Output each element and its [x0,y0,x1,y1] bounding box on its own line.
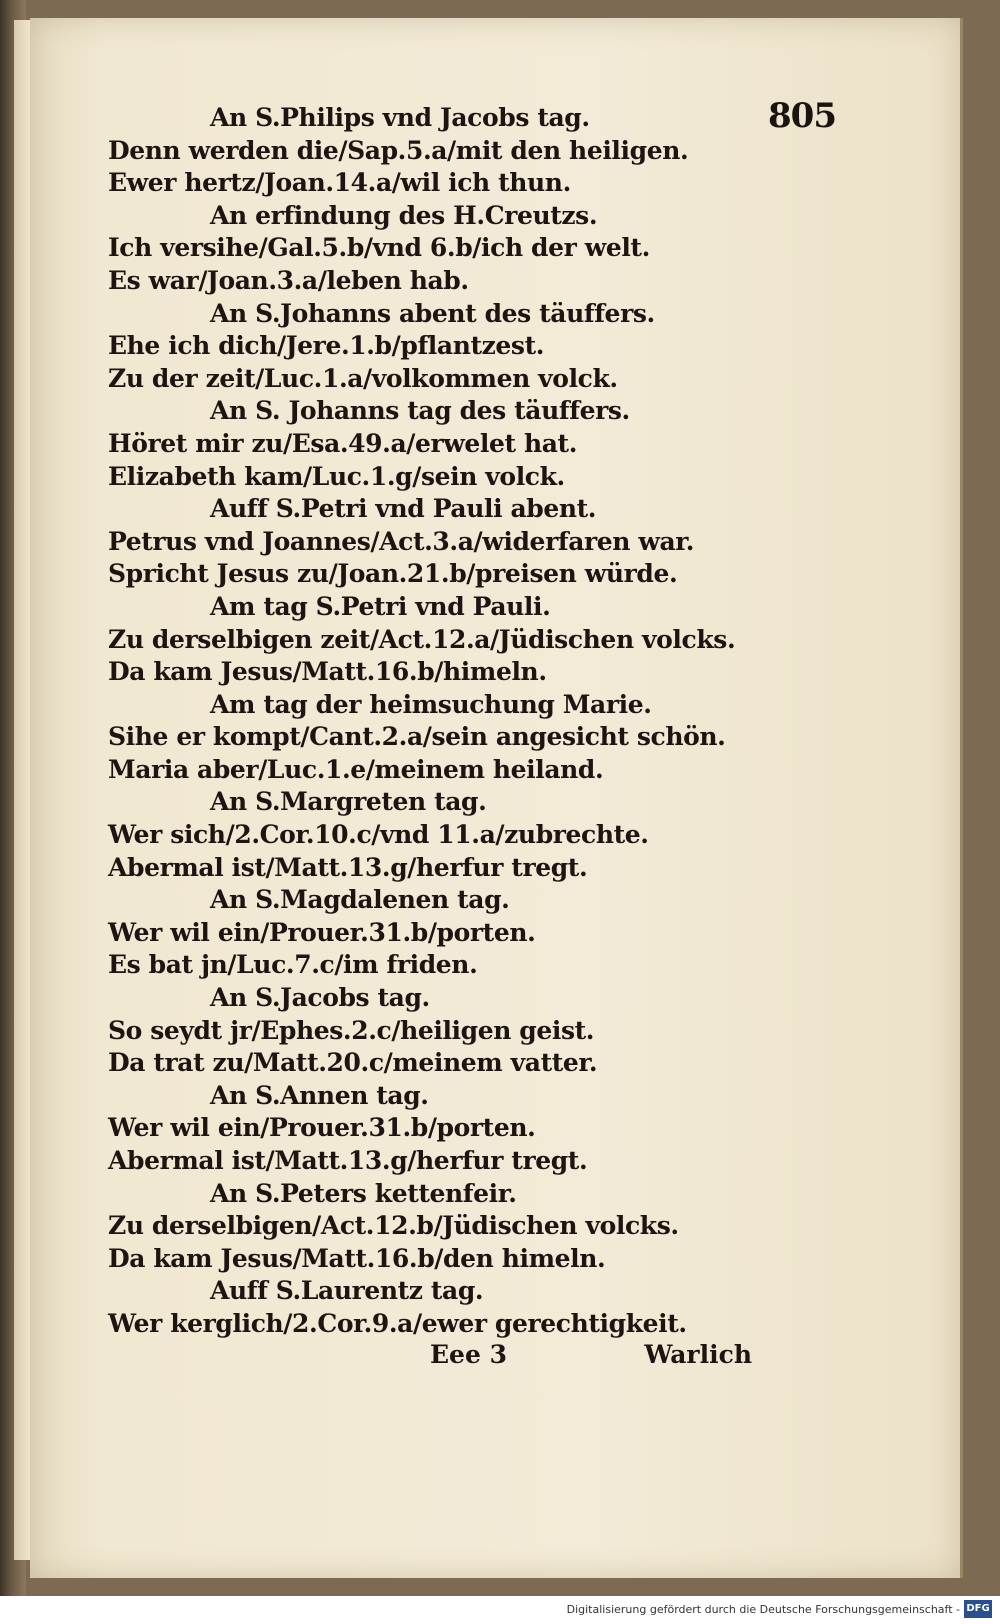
feast-heading: An S.Johanns abent des täuffers. [210,298,655,328]
feast-heading: An erfindung des H.Creutzs. [210,200,598,230]
page-footer [430,1340,760,1376]
reading-line: Wer sich/2.Cor.10.c/vnd 11.a/zubrechte. [108,820,649,850]
reading-line: Abermal ist/Matt.13.g/herfur tregt. [108,852,588,882]
catchword: Warlich [644,1340,752,1369]
page-number: 805 [768,96,836,136]
reading-line: Spricht Jesus zu/Joan.21.b/preisen würde. [108,559,678,589]
text-block [108,102,808,1341]
reading-line: Da trat zu/Matt.20.c/meinem vatter. [108,1048,598,1078]
reading-line: Ewer hertz/Joan.14.a/wil ich thun. [108,168,571,198]
feast-heading: An S.Philips vnd Jacobs tag. [210,103,590,132]
feast-heading: An S.Peters kettenfeir. [210,1178,517,1208]
dfg-logo: DFG [964,1600,992,1618]
reading-line: Zu derselbigen/Act.12.b/Jüdischen volcks. [108,1211,679,1241]
funding-credit: Digitalisierung gefördert durch die Deutsche Forschungsgemeinschaft - [566,1603,960,1616]
reading-line: Elizabeth kam/Luc.1.g/sein volck. [108,461,565,491]
reading-line: Ich versihe/Gal.5.b/vnd 6.b/ich der welt. [108,233,650,263]
feast-heading: An S.Jacobs tag. [210,983,430,1013]
reading-line: Da kam Jesus/Matt.16.b/den himeln. [108,1243,606,1273]
reading-line: Höret mir zu/Esa.49.a/erwelet hat. [108,428,577,458]
book-spine [14,20,31,1560]
reading-line: Es war/Joan.3.a/leben hab. [108,265,469,295]
reading-line: So seydt jr/Ephes.2.c/heiligen geist. [108,1015,595,1045]
book-page [30,18,963,1578]
feast-heading: An S. Johanns tag des täuffers. [210,396,630,426]
reading-line: Sihe er kompt/Cant.2.a/sein angesicht schön. [108,722,726,752]
reading-line: Zu der zeit/Luc.1.a/volkommen volck. [108,363,618,393]
reading-line: Es bat jn/Luc.7.c/im friden. [108,950,478,980]
feast-heading: Auff S.Laurentz tag. [210,1276,484,1306]
reading-line: Wer wil ein/Prouer.31.b/porten. [108,917,536,947]
feast-heading: An S.Margreten tag. [210,787,487,817]
feast-heading: Am tag der heimsuchung Marie. [210,689,652,719]
feast-heading: Auff S.Petri vnd Pauli abent. [210,494,597,524]
reading-line: Wer wil ein/Prouer.31.b/porten. [108,1113,536,1143]
reading-line: Denn werden die/Sap.5.a/mit den heiligen. [108,135,689,165]
feast-heading: Am tag S.Petri vnd Pauli. [210,591,551,621]
reading-line: Da kam Jesus/Matt.16.b/himeln. [108,657,547,687]
reading-line: Ehe ich dich/Jere.1.b/pflantzest. [108,331,545,361]
reading-line: Abermal ist/Matt.13.g/herfur tregt. [108,1146,588,1175]
reading-line: Maria aber/Luc.1.e/meinem heiland. [108,754,604,784]
reading-line: Zu derselbigen zeit/Act.12.a/Jüdischen volcks. [108,624,736,654]
feast-heading: An S.Annen tag. [210,1080,429,1110]
reading-line: Wer kerglich/2.Cor.9.a/ewer gerechtigkeit. [108,1308,687,1338]
feast-heading: An S.Magdalenen tag. [210,885,510,915]
signature-mark: Eee 3 [430,1340,507,1369]
reading-line: Petrus vnd Joannes/Act.3.a/widerfaren war. [108,526,695,556]
